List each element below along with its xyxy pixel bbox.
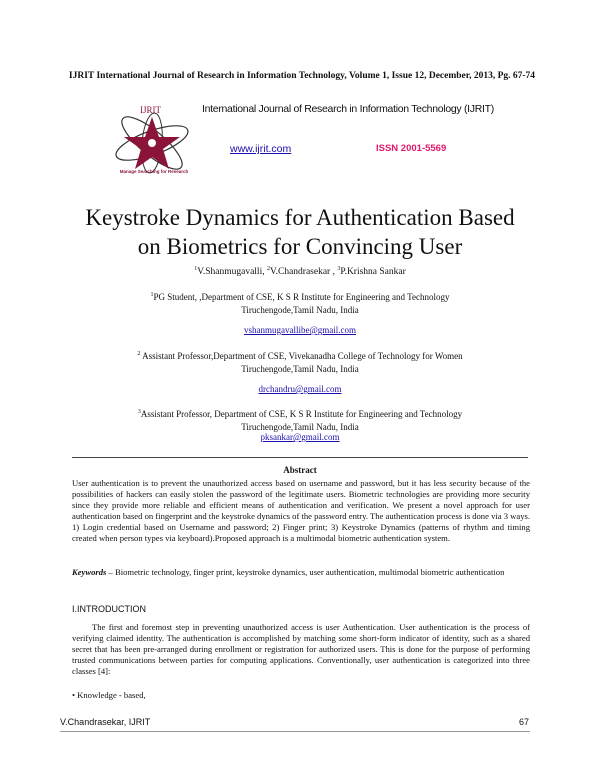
affiliation-2-email[interactable]: drchandru@gmail.com xyxy=(258,384,342,394)
ijrit-logo xyxy=(100,103,204,181)
keywords-text: – Biometric technology, finger print, keystroke dynamics, user authentication, multimodal biometric authentication xyxy=(106,567,505,577)
affiliation-1-sup: 1 xyxy=(150,292,154,298)
introduction-heading: I.INTRODUCTION xyxy=(72,604,146,614)
author-3-sup: 3 xyxy=(337,266,341,272)
title-line-1: Keystroke Dynamics for Authentication Based xyxy=(85,205,515,230)
author-list xyxy=(0,266,600,277)
affiliation-1-line-1: PG Student, ,Department of CSE, K S R Institute for Engineering and Technology xyxy=(153,292,450,302)
journal-full-title: International Journal of Research in Information Technology (IJRIT) xyxy=(202,103,494,115)
affiliation-2 xyxy=(0,348,600,376)
paper-title xyxy=(40,203,560,261)
keywords xyxy=(72,567,530,578)
page-number: 67 xyxy=(519,717,530,727)
section-divider xyxy=(72,457,528,458)
logo-tagline: Manage Searching for Research xyxy=(119,169,189,174)
author-2: V.Chandrasekar , xyxy=(269,267,338,278)
affiliation-3-line-1: Assistant Professor, Department of CSE, K S R Institute for Engineering and Technology xyxy=(140,409,463,419)
introduction-text: The first and foremost step in preventing unauthorized access is user Authentication. User authentication is the process of verifying claimed identity. The authentication is accomplished by matching some short-form indicator of identity, such as a shared secret that has been pre-arranged during enrollment or registration for authorized users. This is done for the purpose of performing trusted communications between parties for computing applications. Conventionally, user authentication is categorized into three classes [4]: xyxy=(72,622,530,676)
title-line-2: on Biometrics for Convincing User xyxy=(137,234,463,259)
author-2-sup: 2 xyxy=(266,266,270,272)
author-3: P.Krishna Sankar xyxy=(340,267,406,278)
affiliation-3 xyxy=(0,406,600,434)
affiliation-1-line-2: Tiruchengode,Tamil Nadu, India xyxy=(241,305,359,315)
footer-divider xyxy=(60,731,530,732)
affiliation-3-email[interactable]: pksankar@gmail.com xyxy=(260,432,340,442)
affiliation-2-line-2: Tiruchengode,Tamil Nadu, India xyxy=(241,364,359,374)
journal-citation-line: IJRIT International Journal of Research in Information Technology, Volume 1, Issue 12, December, 2013, Pg. 67-74 xyxy=(68,71,536,81)
affiliation-3-sup: 3 xyxy=(137,409,141,415)
journal-website-link[interactable]: www.ijrit.com xyxy=(230,143,292,155)
author-1-sup: 1 xyxy=(194,266,198,272)
list-item: • Knowledge - based, xyxy=(72,690,146,700)
keywords-label: Keywords xyxy=(72,567,107,577)
affiliation-2-sup: 2 xyxy=(137,351,141,357)
footer-author: V.Chandrasekar, IJRIT xyxy=(60,717,151,727)
affiliation-1-email[interactable]: vshanmugavallibe@gmail.com xyxy=(243,325,356,335)
abstract-text: User authentication is to prevent the unauthorized access based on username and password, but it has less security because of the possibilities of hackers can easily stolen the password of the legitimate users. Biometric technologies are providing more security since they provide more reliable and efficient means of authentication and verification. We present a novel approach for user authentication based on fingerprint and the keystroke dynamics of the password entry. The authentication process is done via 3 ways. 1) Login credential based on Username and password; 2) Finger print; 3) Keystroke Dynamics (patterns of rhythm and timing created when person types via keyboard).Proposed approach is a multimodal biometric authentication system. xyxy=(72,478,530,543)
affiliation-1 xyxy=(0,289,600,317)
author-1: V.Shanmugavalli, xyxy=(197,267,267,278)
issn-number: ISSN 2001-5569 xyxy=(376,143,447,154)
affiliation-3-line-2: Tiruchengode,Tamil Nadu, India xyxy=(241,422,359,432)
logo-label: IJRIT xyxy=(140,105,161,115)
affiliation-2-line-1: Assistant Professor,Department of CSE, Vivekanadha College of Technology for Women xyxy=(142,351,463,361)
abstract-heading: Abstract xyxy=(283,465,317,475)
